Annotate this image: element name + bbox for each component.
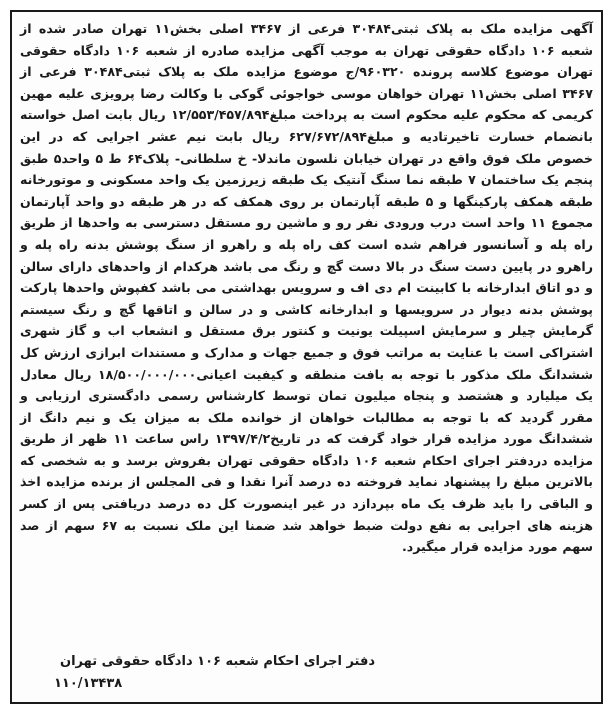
notice-footer (20, 652, 593, 696)
issuer-name: دفتر اجرای احکام شعبه ۱۰۶ دادگاه حقوقی تهران (60, 654, 376, 669)
notice-code: ۱۱۰/۱۳۴۳۸ (54, 676, 123, 691)
notice-body (20, 18, 593, 558)
legal-notice (10, 10, 603, 704)
notice-paragraph: آگهی مزایده ملک به پلاک ثبتی۳۰۴۸۴ فرعی از ۳۴۶۷ اصلی بخش۱۱ تهران صادر شده از شعبه ۱۰۶ دادگاه حقوقی تهران به موجب آگهی مزایده صادره از شعبه ۱۰۶ دادگاه حقوقی تهران موضوع کلاسه پرونده ۹۶۰۳۲۰/ج موضوع مزایده ملک به پلاک ثبتی۳۰۴۸۴ فرعی از ۳۴۶۷ اصلی بخش۱۱ تهران خواهان موسی خواجوئی گوکی با وکالت رضا پرویزی علیه مهین کریمی که محکوم علیه محکوم است به پرداخت مبلغ۱۲/۵۵۳/۴۵۷/۸۹۴ ریال بابت اصل خواسته بانضمام خسارت تاخیرتادیه و مبلغ۶۲۷/۶۷۲/۸۹۴ ریال بابت نیم عشر اجرایی که در این خصوص ملک فوق واقع در تهران خیابان نلسون ماندلا- خ سلطانی- پلاک۶۴ ط ۵ واحد۵ طبق پنجم یک ساختمان ۷ طبقه نما سنگ آنتیک یک طبقه زیرزمین یک واحد مسکونی و موتورخانه طبقه همکف پارکینگها و ۵ طبقه آپارتمان بر روی همکف که در هر طبقه دو واحد آپارتمان مجموع ۱۱ واحد است درب ورودی نفر رو و ماشین رو مستقل دسترسی به واحدها از طریق راه پله و آسانسور فراهم شده است کف راه پله و راهرو از سنگ پوشش بدنه راه پله و راهرو در پایین دست سنگ در بالا دست گچ و رنگ می باشد هرکدام از واحدهای دارای سالن و دو اتاق ابدارخانه با کابینت ام دی اف و سرویس بهداشتی می باشد کفپوش واحدها پارکت پوشش بدنه دیوار در سرویسها و ابدارخانه کاشی و در سالن و اتاقها گچ و رنگ سیستم گرمایش چیلر و سرمایش اسپیلت یونیت و کنتور برق مستقل و انشعاب اب و گاز شهری اشتراکی است با عنایت به مراتب فوق و جمیع جهات و مدارک و مستندات ابرازی ارزش کل ششدانگ ملک مذکور با توجه به بافت منطقه و کیفیت اعیانی۱۸/۵۰۰/۰۰۰/۰۰۰ ریال معادل یک میلیارد و هشتصد و پنجاه میلیون تمان توسط کارشناس رسمی دادگستری ارزیابی و مقرر گردید که با توجه به مطالبات خواهان از خوانده ملک به میزان یک و نیم دانگ از ششدانگ مورد مزایده قرار خواد گرفت که در تاریخ۱۳۹۷/۴/۲ راس ساعت ۱۱ ظهر از طریق مزایده دردفتر اجرای احکام شعبه ۱۰۶ دادگاه حقوقی تهران بفروش برسد و به شخصی که بالاترین مبلغ را پیشنهاد نماید فروخته ده درصد آنرا نقدا و فی المجلس از برنده مزایده اخذ و الباقی را باید ظرف یک ماه بپردازد در غیر اینصورت کل ده درصد دریافتی پس از کسر هزینه های اجرایی به نفع دولت ضبط خواهد شد ضمنا این ملک نسبت به ۶۷ سهم از صد سهم مورد مزایده قرار میگیرد. (20, 21, 594, 555)
